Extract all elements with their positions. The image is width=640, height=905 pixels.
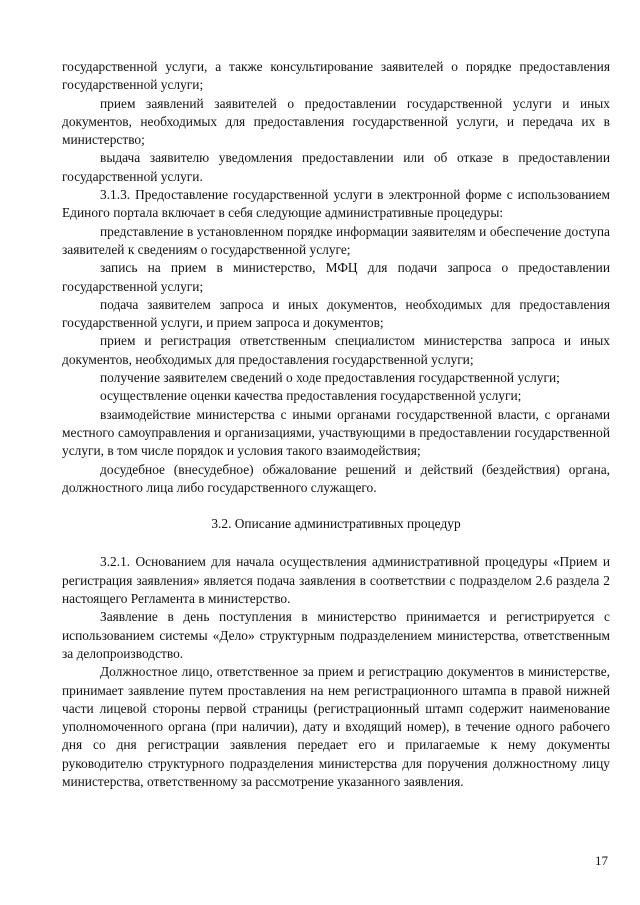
paragraph: Заявление в день поступления в министерство принимается и регистрируется с использованием системы «Дело» структурным подразделением министерства, ответственным за делопроизводство. (62, 609, 610, 661)
paragraph: представление в установленном порядке информации заявителям и обеспечение доступа заявителей к сведениям о государственной услуге; (62, 223, 610, 257)
paragraph: Должностное лицо, ответственное за прием и регистрацию документов в министерстве, принимает заявление путем проставления на нем регистрационного штампа в правой нижней части лицевой стороны первой страницы (регистрационный штамп содержит наименование уполномоченного органа (при наличии), дату и входящий номер), в течение одного рабочего дня со дня регистрации заявления передает его и прилагаемые к нему документы руководителю структурного подразделения министерства для поручения должностному лицу министерства, ответственному за рассмотрение указанного заявления. (62, 664, 610, 789)
paragraph: досудебное (внесудебное) обжалование решений и действий (бездействия) органа, должностного лица либо государственного служащего. (62, 461, 610, 495)
procedures-list (62, 58, 610, 497)
paragraph: подача заявителем запроса и иных документов, необходимых для предоставления государственной услуги, и прием запроса и документов; (62, 296, 610, 331)
paragraph: 3.1.3. Предоставление государственной услуги в электронной форме с использованием Единого портала включает в себя следующие административные процедуры: (62, 187, 610, 221)
document-page (62, 58, 610, 791)
paragraph: осуществление оценки качества предоставления государственной услуги; (100, 388, 522, 404)
page-number: 17 (595, 853, 608, 868)
section-heading: 3.2. Описание административных процедур (211, 516, 461, 532)
procedures-description (62, 553, 610, 791)
paragraph: взаимодействие министерства с иными органами государственной власти, с органами местного самоуправления и организациями, участвующими в предоставлении государственной услуги, в том числе порядок и условия такого взаимодействия; (62, 406, 610, 459)
paragraph: государственной услуги, а также консультирование заявителей о порядке предоставления государственной услуги; (62, 59, 610, 93)
paragraph: прием заявлений заявителей о предоставлении государственной услуги и иных документов, необходимых для предоставления государственной услуги, и передача их в министерство; (62, 95, 610, 148)
paragraph: выдача заявителю уведомления предоставлении или об отказе в предоставлении государственной услуги. (62, 150, 610, 184)
paragraph: запись на прием в министерство, МФЦ для подачи запроса о предоставлении государственной услуги; (62, 260, 610, 294)
paragraph: получение заявителем сведений о ходе предоставления государственной услуги; (100, 370, 560, 386)
paragraph: прием и регистрация ответственным специалистом министерства запроса и иных документов, необходимых для предоставления государственной услуги; (62, 333, 610, 367)
paragraph: 3.2.1. Основанием для начала осуществления административной процедуры «Прием и регистрация заявления» является подача заявления в соответствии с подразделом 2.6 раздела 2 настоящего Регламента в министерство. (62, 554, 610, 607)
